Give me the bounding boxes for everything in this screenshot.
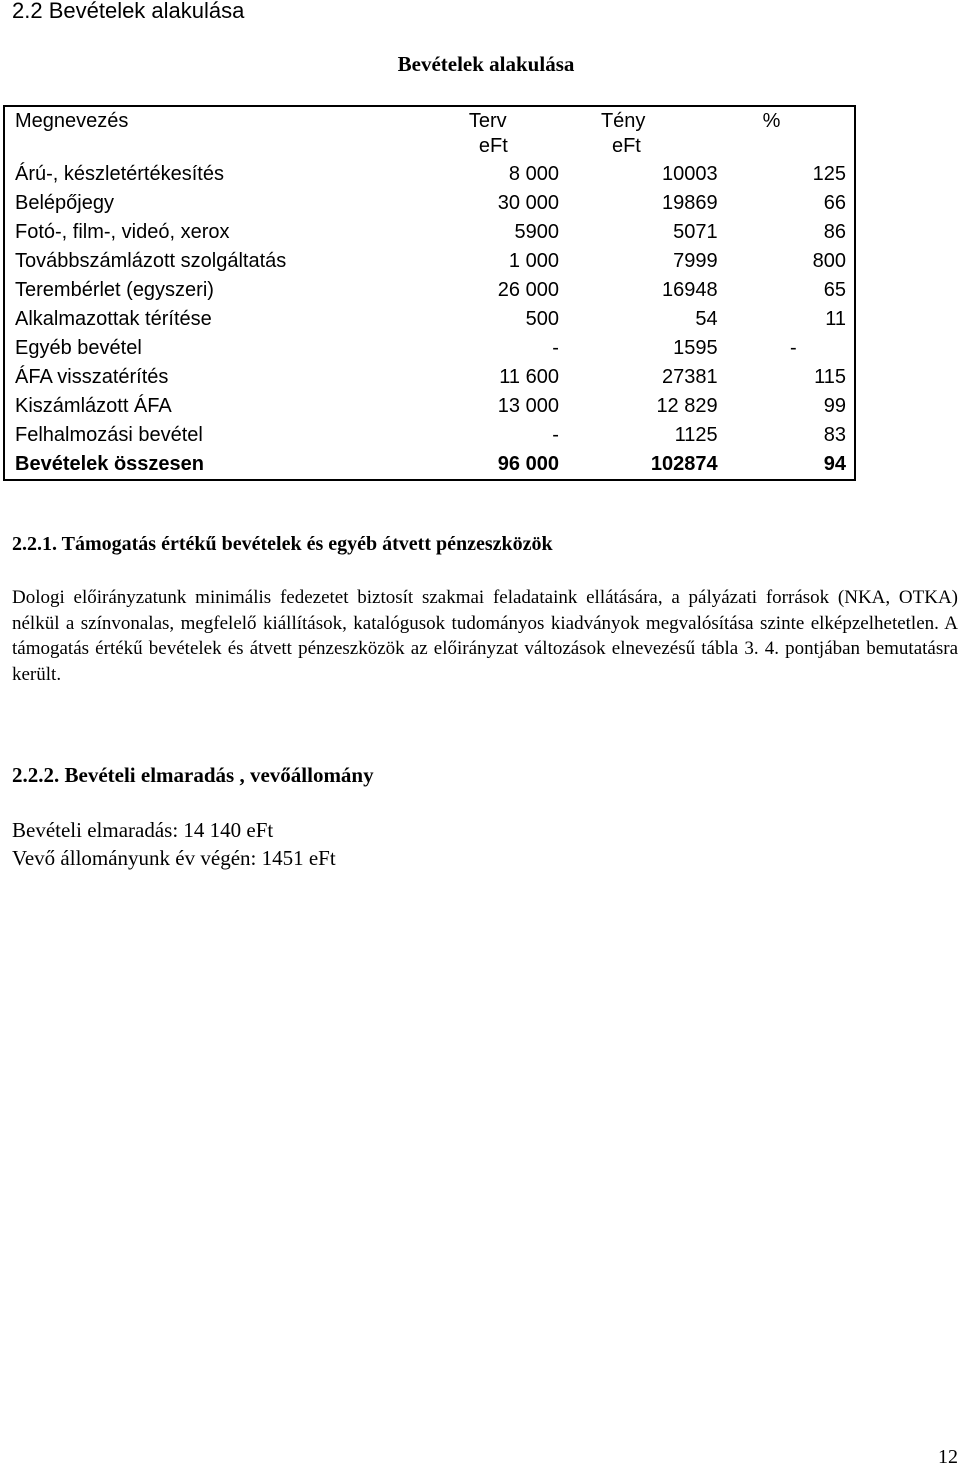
- row-plan: 5900: [514, 221, 559, 243]
- row-percent: 86: [823, 221, 846, 243]
- subsection-heading: 2.2.1. Támogatás értékű bevételek és egyéb átvett pénzeszközök: [12, 533, 553, 555]
- header-name: Megnevezés: [15, 110, 129, 132]
- row-actual: 10003: [661, 163, 718, 185]
- row-plan: -: [552, 424, 559, 446]
- row-actual: 1595: [673, 337, 718, 359]
- row-actual: 16948: [661, 279, 718, 301]
- row-percent: 11: [825, 308, 846, 330]
- subsection-heading: 2.2.2. Bevételi elmaradás , vevőállomány: [12, 763, 374, 787]
- row-percent: 125: [812, 163, 846, 185]
- row-name: Alkalmazottak térítése: [15, 308, 212, 330]
- table-row: [4, 305, 855, 334]
- header-percent: %: [762, 110, 781, 132]
- row-plan: 1 000: [508, 250, 559, 272]
- row-name: Kiszámlázott ÁFA: [15, 395, 172, 417]
- row-percent: [718, 334, 855, 363]
- row-percent: 115: [814, 366, 846, 388]
- total-actual: 102874: [650, 453, 718, 475]
- table-row: [4, 334, 855, 363]
- row-name: Fotó-, film-, videó, xerox: [15, 221, 230, 243]
- row-actual: 1125: [674, 424, 718, 446]
- row-percent: 66: [823, 192, 846, 214]
- table-row: [4, 160, 855, 189]
- table-total-row: [4, 450, 855, 480]
- section-heading: 2.2 Bevételek alakulása: [12, 0, 245, 23]
- row-actual: 19869: [661, 192, 718, 214]
- row-name: Belépőjegy: [15, 192, 114, 214]
- row-actual: 7999: [673, 250, 718, 272]
- revenue-table: [3, 105, 856, 481]
- row-percent-value: -: [790, 337, 797, 359]
- receivables-line: Vevő állományunk év végén: 1451 eFt: [12, 846, 336, 870]
- row-plan: 13 000: [497, 395, 559, 417]
- table-title: Bevételek alakulása: [397, 52, 575, 76]
- row-name: ÁFA visszatérítés: [15, 366, 169, 388]
- table-row: [4, 276, 855, 305]
- row-name: Egyéb bevétel: [15, 337, 142, 359]
- header-unit-empty: [4, 135, 449, 160]
- row-plan: 8 000: [508, 163, 559, 185]
- total-name: Bevételek összesen: [15, 453, 205, 475]
- row-actual: 12 829: [656, 395, 718, 417]
- table-row: [4, 218, 855, 247]
- arrears-line: Bevételi elmaradás: 14 140 eFt: [12, 818, 274, 842]
- row-percent: 99: [823, 395, 846, 417]
- header-actual-unit: eFt: [611, 135, 641, 157]
- table-row: [4, 189, 855, 218]
- total-plan: 96 000: [497, 453, 559, 475]
- row-name: Felhalmozási bevétel: [15, 424, 203, 446]
- row-plan: 500: [525, 308, 559, 330]
- table-row: [4, 247, 855, 276]
- header-plan-unit: eFt: [478, 135, 508, 157]
- row-plan: 26 000: [497, 279, 559, 301]
- row-plan: 11 600: [499, 366, 559, 388]
- row-percent: 83: [823, 424, 846, 446]
- row-actual: 54: [695, 308, 718, 330]
- row-plan: -: [552, 337, 559, 359]
- header-unit-empty-2: [718, 135, 855, 160]
- table-row: [4, 421, 855, 450]
- table-row: [4, 392, 855, 421]
- table-header-row: [4, 106, 855, 135]
- header-actual: Tény: [600, 110, 646, 132]
- header-plan: Terv: [468, 110, 507, 132]
- row-actual: 5071: [673, 221, 718, 243]
- row-percent: 800: [812, 250, 846, 272]
- row-name: Árú-, készletértékesítés: [15, 163, 224, 185]
- row-name: Továbbszámlázott szolgáltatás: [15, 250, 287, 272]
- page-number: 12: [938, 1446, 958, 1468]
- row-name: Terembérlet (egyszeri): [15, 279, 214, 301]
- row-actual: 27381: [661, 366, 718, 388]
- total-percent: 94: [823, 453, 846, 475]
- table-row: [4, 363, 855, 392]
- body-paragraph: Dologi előirányzatunk minimális fedezetet biztosít szakmai feladataink ellátására, a pályázati források (NKA, OTKA) nélkül a színvonalas, megfelelő kiállítások, katalógusok tudományos kiadványok megvalósítása szinte elképzelhetetlen. A támogatás értékű bevételek és átvett pénzeszközök az előirányzat változások elnevezésű tábla 3. 4. pontjában bemutatásra került.: [12, 587, 958, 685]
- table-header-unit-row: [4, 135, 855, 160]
- row-plan: 30 000: [497, 192, 559, 214]
- row-percent: 65: [823, 279, 846, 301]
